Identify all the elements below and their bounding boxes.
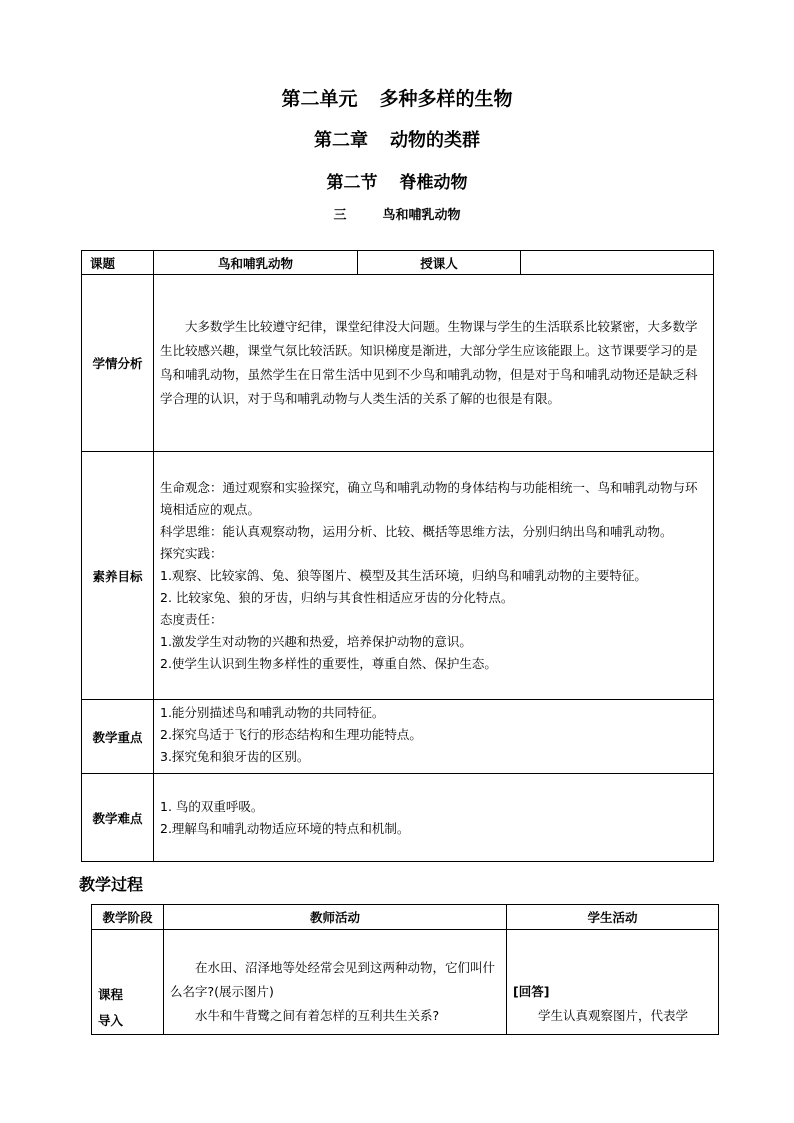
difficulties-row [82, 774, 714, 862]
stage-line: 导入 [98, 1013, 124, 1028]
difficulties-label: 教学难点 [82, 774, 154, 862]
teacher-activity-cell [164, 930, 507, 1035]
lesson-info-table [81, 250, 714, 862]
lesson-title: 鸟和哺乳动物 [382, 208, 461, 223]
goals-label: 素养目标 [82, 452, 154, 700]
key-points-row [82, 700, 714, 774]
topic-value: 鸟和哺乳动物 [154, 251, 358, 275]
goals-list [154, 477, 713, 675]
teacher-label: 授课人 [358, 251, 521, 275]
goal-line: 2. 比较家兔、狼的牙齿，归纳与其食性相适应牙齿的分化特点。 [160, 589, 514, 605]
teacher-activity-text: 在水田、沼泽地等处经常会见到这两种动物，它们叫什么名字?(展示图片) [170, 960, 496, 999]
chapter-number: 第二章 [314, 130, 368, 151]
student-activity-cell [507, 930, 719, 1035]
goals-cell [154, 452, 714, 700]
difficulties-cell [154, 774, 714, 862]
key-points-cell [154, 700, 714, 774]
chapter-title: 动物的类群 [390, 130, 480, 151]
goal-line: 科学思维：能认真观察动物，运用分析、比较、概括等思维方法，分别归纳出鸟和哺乳动物。 [160, 523, 673, 539]
key-point-line: 1.能分别描述鸟和哺乳动物的共同特征。 [160, 705, 385, 720]
chapter-heading [0, 126, 794, 152]
goal-line: 探究实践： [160, 545, 223, 561]
goal-line: 生命观念：通过观察和实验探究，确立鸟和哺乳动物的身体结构与功能相统一、鸟和哺乳动物与环境相适应的观点。 [160, 479, 698, 517]
col-stage-header: 教学阶段 [92, 905, 164, 930]
stage-cell [92, 930, 164, 1035]
unit-number: 第二单元 [281, 88, 358, 110]
topic-row [82, 251, 714, 275]
col-student-header: 学生活动 [507, 905, 719, 930]
teacher-value [521, 251, 714, 275]
key-points-label: 教学重点 [82, 700, 154, 774]
key-point-line: 3.探究兔和狼牙齿的区别。 [160, 749, 310, 764]
unit-title: 多种多样的生物 [379, 88, 513, 110]
goal-line: 2.使学生认识到生物多样性的重要性，尊重自然、保护生态。 [160, 655, 497, 671]
lesson-number: 三 [333, 208, 347, 223]
analysis-text: 大多数学生比较遵守纪律，课堂纪律没大问题。生物课与学生的生活联系比较紧密，大多数学生比较感兴趣，课堂气氛比较活跃。知识梯度是渐进，大部分学生应该能跟上。这节课要学习的是鸟和哺乳动物，虽然学生在日常生活中见到不少鸟和哺乳动物，但是对于鸟和哺乳动物还是缺乏科学合理的认识，对于鸟和哺乳动物与人类生活的关系了解的也很是有限。 [160, 319, 698, 406]
unit-heading [0, 84, 794, 111]
goal-line: 1.观察、比较家鸽、兔、狼等图片、模型及其生活环境，归纳鸟和哺乳动物的主要特征。 [160, 567, 647, 583]
analysis-row [82, 275, 714, 452]
col-teacher-header: 教师活动 [164, 905, 507, 930]
analysis-label: 学情分析 [82, 275, 154, 452]
teacher-activity-question: 水牛和牛背鹭之间有着怎样的互利共生关系? [195, 1008, 440, 1023]
section-heading [0, 168, 794, 193]
difficulties-list [154, 796, 713, 840]
difficulty-line: 1. 鸟的双重呼吸。 [160, 798, 264, 814]
topic-label: 课题 [82, 251, 154, 275]
stage-line: 课程 [98, 987, 124, 1002]
goal-line: 1.激发学生对动物的兴趣和热爱，培养保护动物的意识。 [160, 633, 472, 649]
process-header-row [92, 905, 719, 930]
student-activity-label: [回答] [513, 984, 550, 999]
student-activity-text: 学生认真观察图片，代表学 [538, 1008, 689, 1023]
goal-line: 态度责任： [160, 611, 223, 627]
section-number: 第二节 [326, 173, 378, 193]
key-points-list [154, 702, 713, 768]
process-row [92, 930, 719, 1035]
key-point-line: 2.探究鸟适于飞行的形态结构和生理功能特点。 [160, 727, 422, 742]
goals-row [82, 452, 714, 700]
analysis-cell [154, 275, 714, 452]
process-table [91, 904, 719, 1035]
section-title: 脊椎动物 [399, 173, 468, 193]
lesson-heading [0, 204, 794, 223]
difficulty-line: 2.理解鸟和哺乳动物适应环境的特点和机制。 [160, 820, 410, 836]
process-heading: 教学过程 [79, 875, 144, 894]
